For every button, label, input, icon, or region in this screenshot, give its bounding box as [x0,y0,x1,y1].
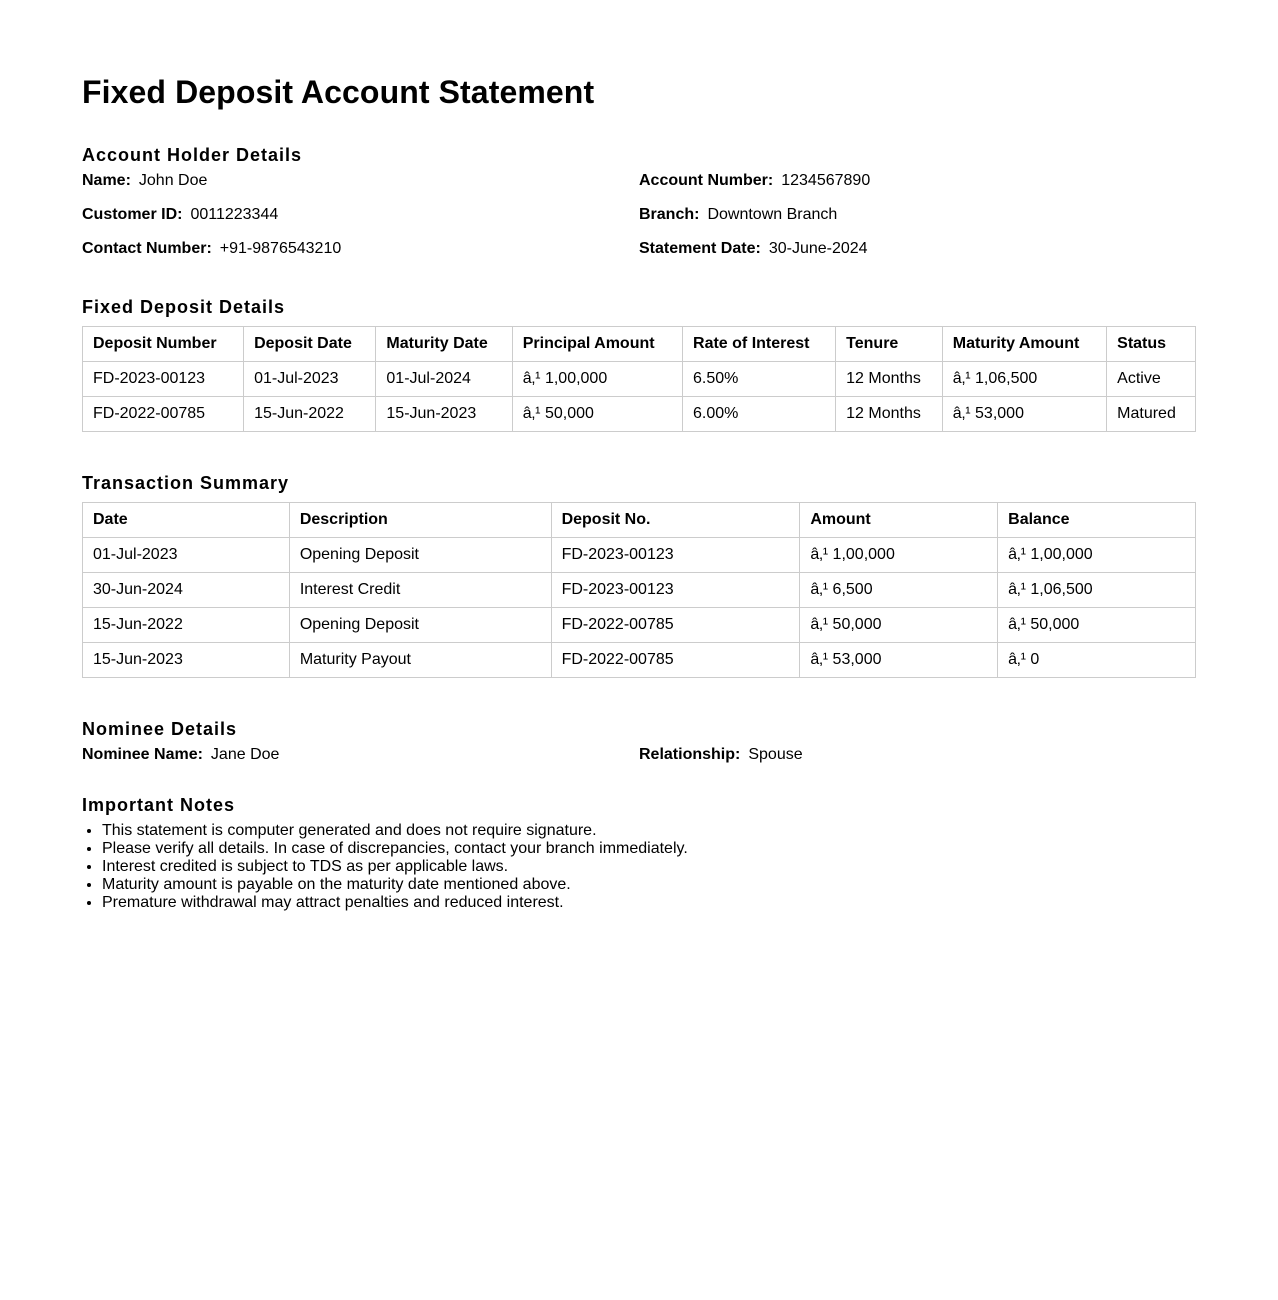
account-holder-grid [82,172,1196,274]
customer-id-value: 0011223344 [190,206,279,223]
statement-date-label: Statement Date: [639,240,761,257]
table-cell: 01-Jul-2023 [244,362,376,397]
table-cell: â‚¹ 6,500 [800,573,998,608]
nominee-heading: Nominee Details [82,719,238,739]
account-holder-heading: Account Holder Details [82,145,303,165]
transaction-summary-heading: Transaction Summary [82,473,290,493]
list-item: • Maturity amount is payable on the maturity date mentioned above. [102,876,1196,894]
name-value: John Doe [138,172,208,189]
transaction-table [82,502,1196,678]
nominee-name-field [82,746,639,780]
table-cell: â‚¹ 53,000 [800,643,998,678]
table-cell: â‚¹ 1,06,500 [998,573,1196,608]
notes-list [82,822,1196,912]
table-cell: 15-Jun-2022 [244,397,376,432]
table-cell: FD-2023-00123 [83,362,244,397]
page-title: Fixed Deposit Account Statement [82,74,595,110]
table-cell: 30-Jun-2024 [83,573,290,608]
name-label: Name: [82,172,131,189]
column-header: Maturity Date [376,327,512,362]
relationship-label: Relationship: [639,746,741,763]
table-cell: FD-2023-00123 [551,573,800,608]
table-cell: 15-Jun-2023 [376,397,512,432]
status-cell: Matured [1107,397,1196,432]
account-number-label: Account Number: [639,172,774,189]
customer-id-field [82,206,639,240]
table-cell: 01-Jul-2023 [83,538,290,573]
branch-label: Branch: [639,206,700,223]
statement-date-field [639,240,1196,274]
table-row [83,608,1196,643]
branch-value: Downtown Branch [707,206,838,223]
table-cell: â‚¹ 0 [998,643,1196,678]
fixed-deposit-table [82,326,1196,432]
table-cell: Opening Deposit [289,538,551,573]
table-row [83,362,1196,397]
account-number-field [639,172,1196,206]
table-cell: â‚¹ 50,000 [512,397,682,432]
table-cell: 6.00% [683,397,836,432]
column-header: Amount [800,503,998,538]
relationship-value: Spouse [748,746,803,763]
table-header-row [83,503,1196,538]
relationship-field [639,746,1196,780]
table-cell: â‚¹ 1,00,000 [512,362,682,397]
nominee-name-label: Nominee Name: [82,746,203,763]
table-cell: Interest Credit [289,573,551,608]
table-cell: â‚¹ 1,00,000 [800,538,998,573]
column-header: Deposit Number [83,327,244,362]
contact-number-label: Contact Number: [82,240,212,257]
column-header: Tenure [836,327,943,362]
table-cell: â‚¹ 1,06,500 [942,362,1106,397]
table-row [83,397,1196,432]
column-header: Deposit Date [244,327,376,362]
table-row [83,538,1196,573]
table-cell: FD-2022-00785 [83,397,244,432]
nominee-section [82,718,1196,780]
table-cell: â‚¹ 50,000 [998,608,1196,643]
column-header: Status [1107,327,1196,362]
table-cell: 12 Months [836,397,943,432]
column-header: Rate of Interest [683,327,836,362]
list-item: • Please verify all details. In case of discrepancies, contact your branch immediately. [102,840,1196,858]
column-header: Description [289,503,551,538]
fixed-deposit-section [82,296,1196,432]
table-cell: â‚¹ 1,00,000 [998,538,1196,573]
fixed-deposit-heading: Fixed Deposit Details [82,297,286,317]
table-cell: Maturity Payout [289,643,551,678]
customer-id-label: Customer ID: [82,206,183,223]
nominee-grid [82,746,1196,780]
column-header: Maturity Amount [942,327,1106,362]
nominee-name-value: Jane Doe [210,746,280,763]
account-holder-left-column [82,172,639,274]
contact-number-value: +91-9876543210 [219,240,342,257]
table-cell: FD-2023-00123 [551,538,800,573]
column-header: Balance [998,503,1196,538]
status-cell: Active [1107,362,1196,397]
table-header-row [83,327,1196,362]
table-cell: 15-Jun-2022 [83,608,290,643]
table-cell: 01-Jul-2024 [376,362,512,397]
column-header: Date [83,503,290,538]
table-cell: Opening Deposit [289,608,551,643]
contact-number-field [82,240,639,274]
statement-date-value: 30-June-2024 [768,240,868,257]
table-cell: 6.50% [683,362,836,397]
column-header: Deposit No. [551,503,800,538]
table-cell: 15-Jun-2023 [83,643,290,678]
table-cell: â‚¹ 53,000 [942,397,1106,432]
table-cell: 12 Months [836,362,943,397]
account-holder-right-column [639,172,1196,274]
column-header: Principal Amount [512,327,682,362]
account-number-value: 1234567890 [781,172,871,189]
table-row [83,573,1196,608]
list-item: • Premature withdrawal may attract penalties and reduced interest. [102,894,1196,912]
branch-field [639,206,1196,240]
table-cell: â‚¹ 50,000 [800,608,998,643]
account-holder-section [82,144,1196,274]
table-cell: FD-2022-00785 [551,643,800,678]
list-item: • Interest credited is subject to TDS as per applicable laws. [102,858,1196,876]
table-cell: FD-2022-00785 [551,608,800,643]
transaction-summary-section [82,472,1196,678]
table-row [83,643,1196,678]
name-field [82,172,639,206]
important-notes-section [82,794,1196,912]
list-item: • This statement is computer generated and does not require signature. [102,822,1196,840]
important-notes-heading: Important Notes [82,795,236,815]
